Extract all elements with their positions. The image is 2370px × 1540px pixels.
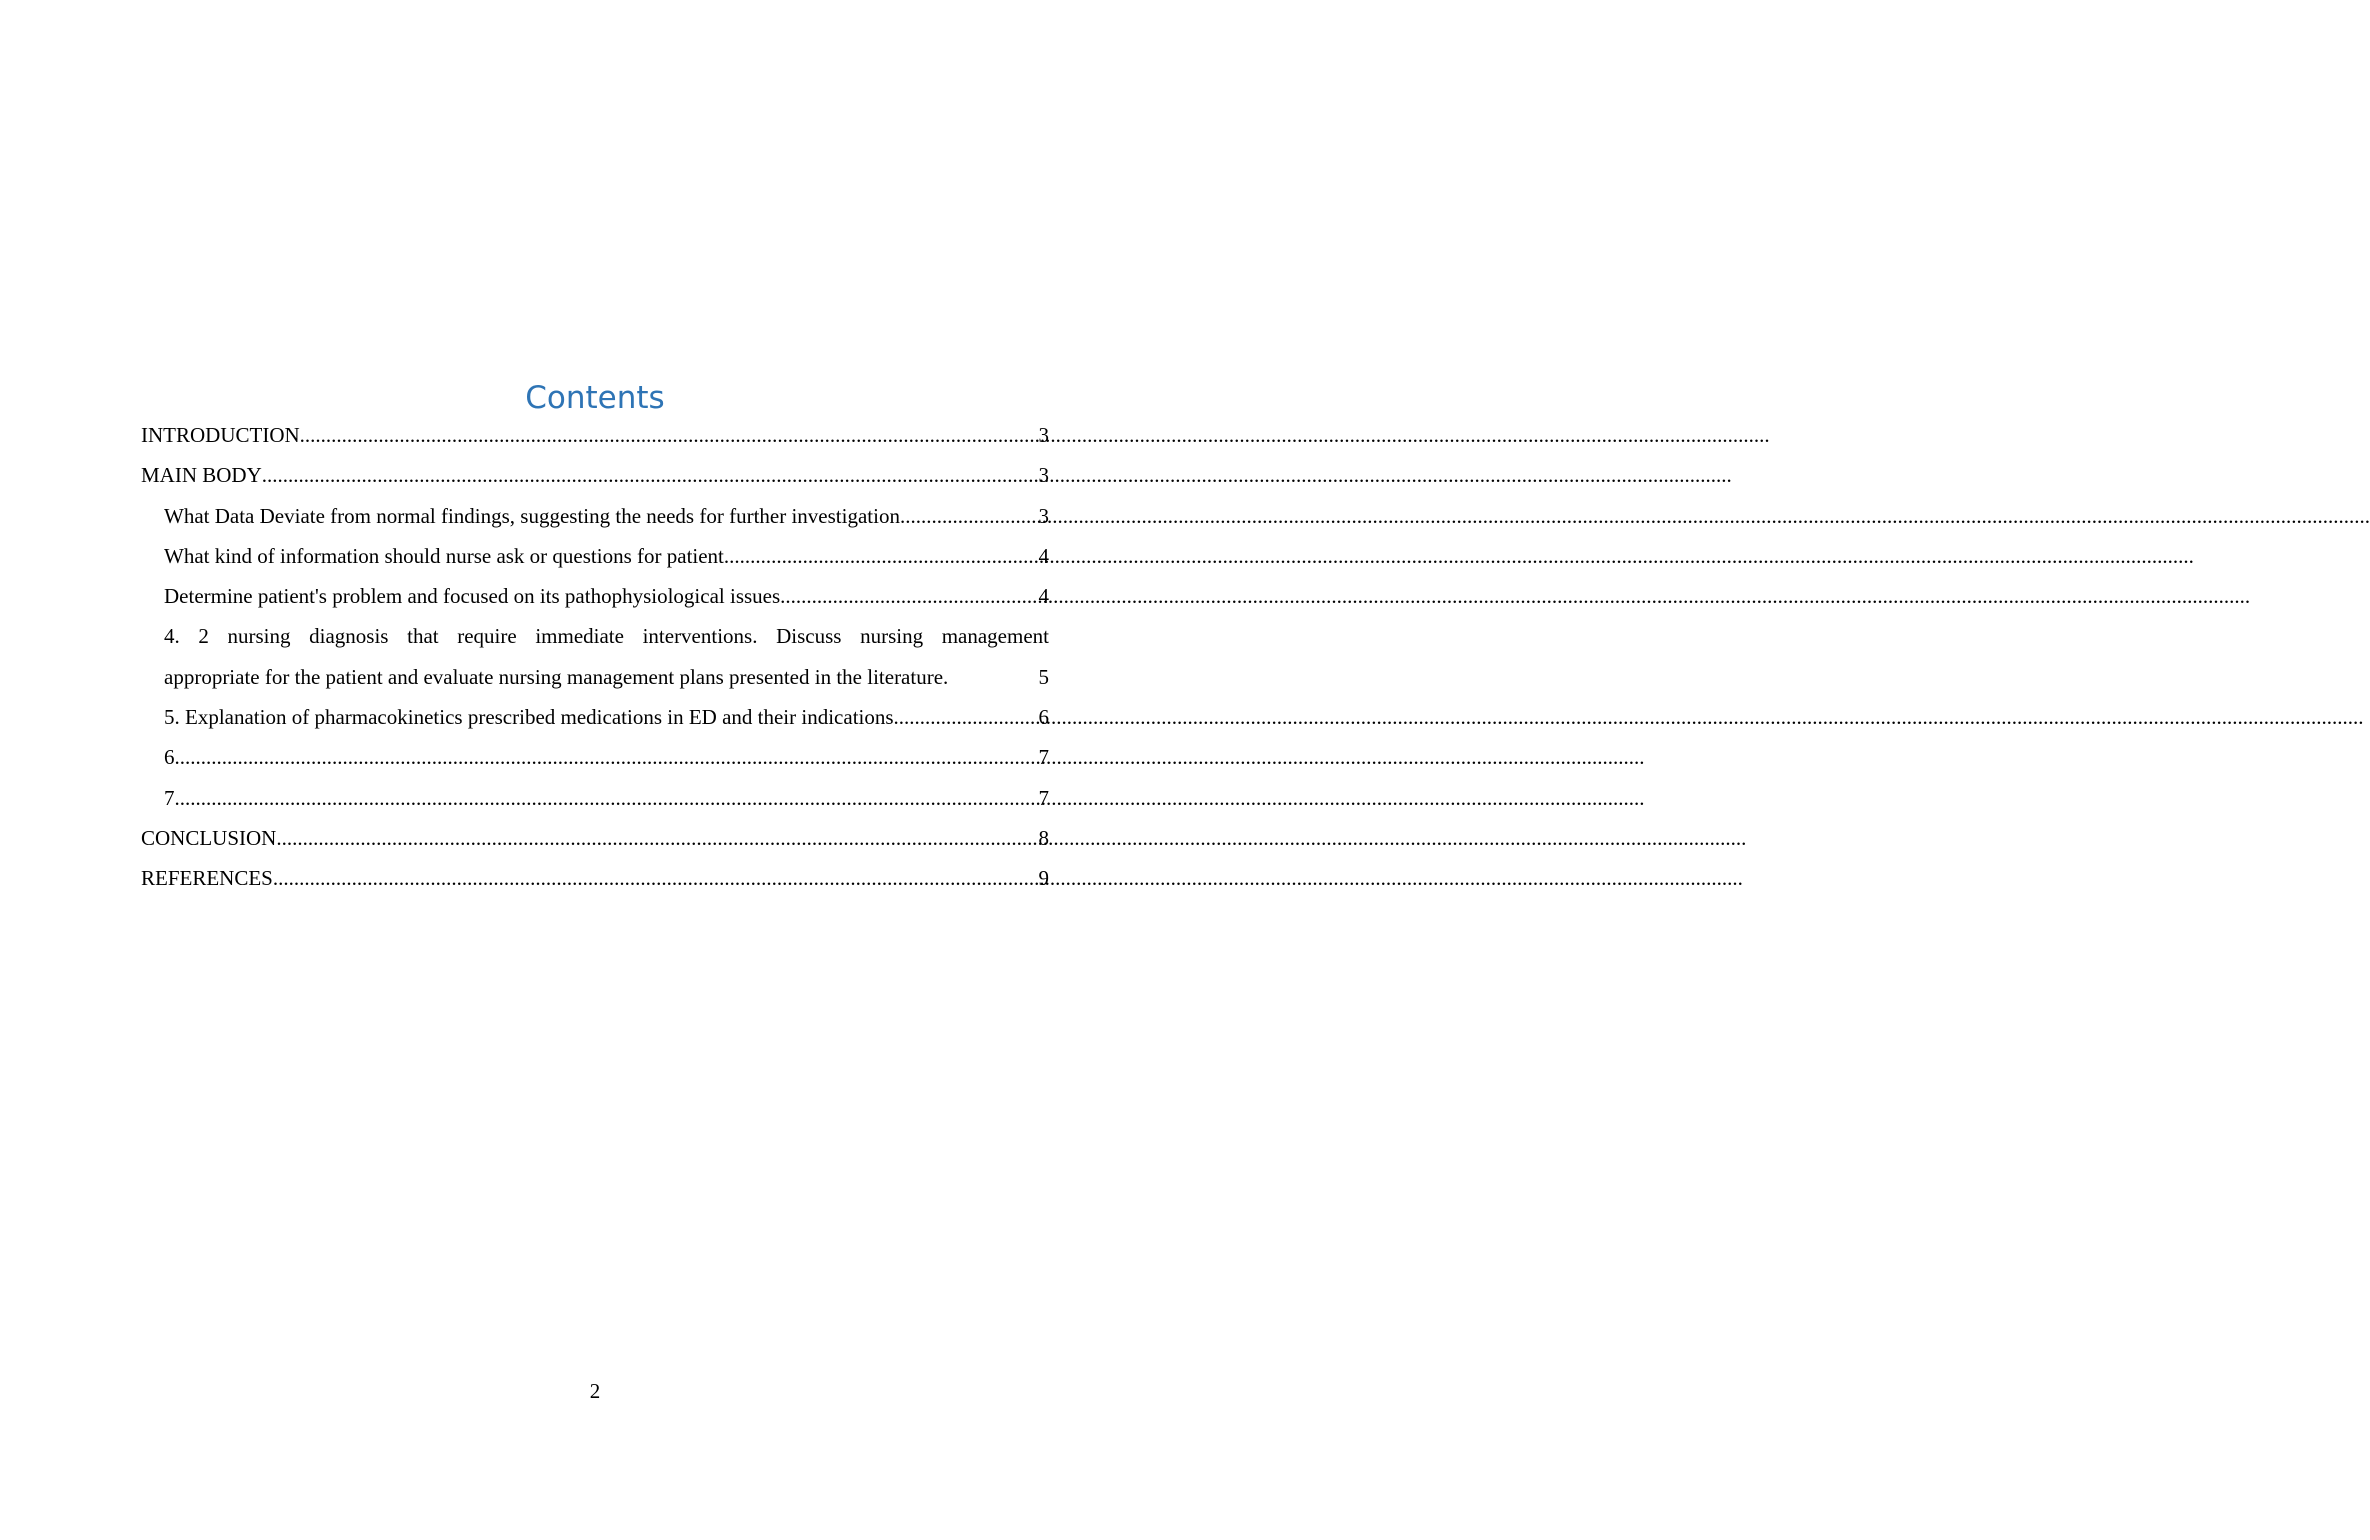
toc-heading: Contents	[525, 380, 665, 416]
toc-dot-leader	[900, 496, 1039, 536]
toc-entry-label: REFERENCES	[141, 866, 273, 891]
toc-entry-6[interactable]	[141, 737, 1049, 777]
toc-entry-page: 5	[1038, 664, 1049, 689]
toc-dot-leader	[262, 455, 1039, 495]
toc-entry-label: MAIN BODY	[141, 463, 262, 488]
toc-entry-introduction[interactable]	[141, 415, 1049, 455]
toc-entry-label-line1: 4. 2 nursing diagnosis that require immediate interventions. Discuss nursing management	[164, 624, 1049, 649]
toc-entry-page: 4	[1038, 543, 1049, 568]
toc-entry-page: 6	[1038, 705, 1049, 730]
toc-entry-page: 3	[1038, 503, 1049, 528]
toc-dot-leader	[300, 415, 1039, 455]
toc-entry-label: INTRODUCTION	[141, 423, 300, 447]
toc-dot-leader	[894, 697, 1039, 737]
toc-entry-pharmacokinetics[interactable]	[141, 697, 1049, 737]
toc-entry-page: 7	[1038, 785, 1049, 810]
toc-entry-conclusion[interactable]	[141, 818, 1049, 858]
toc-dot-leader	[273, 858, 1039, 898]
toc-entry-page: 9	[1038, 866, 1049, 891]
toc-entry-label: 6	[164, 745, 175, 770]
toc-entry-patient-problem[interactable]	[141, 576, 1049, 616]
toc-dot-leader	[724, 536, 1039, 576]
toc-entry-7[interactable]	[141, 778, 1049, 818]
toc-entry-references[interactable]	[141, 858, 1049, 898]
table-of-contents	[141, 415, 1049, 899]
toc-dot-leader	[175, 737, 1039, 777]
page-number: 2	[589, 1379, 601, 1403]
toc-entry-page: 3	[1038, 463, 1049, 488]
toc-entry-nurse-questions[interactable]	[141, 536, 1049, 576]
toc-entry-main-body[interactable]	[141, 455, 1049, 495]
toc-entry-page: 4	[1038, 584, 1049, 609]
toc-entry-label: 7	[164, 785, 175, 810]
toc-entry-data-deviate[interactable]	[141, 496, 1049, 536]
toc-entry-label: 5. Explanation of pharmacokinetics prescribed medications in ED and their indications	[164, 705, 894, 730]
toc-entry-nursing-diagnosis[interactable]	[141, 616, 1049, 697]
toc-entry-label: What kind of information should nurse ask or questions for patient	[164, 543, 724, 568]
toc-entry-label-line2: appropriate for the patient and evaluate nursing management plans presented in the literature.	[164, 664, 949, 689]
toc-dot-leader	[175, 778, 1039, 818]
toc-dot-leader	[780, 576, 1038, 616]
toc-dot-leader	[276, 818, 1038, 858]
toc-entry-page: 3	[1038, 423, 1049, 447]
toc-entry-page: 8	[1038, 825, 1049, 850]
toc-entry-label: CONCLUSION	[141, 825, 277, 850]
toc-entry-label: What Data Deviate from normal findings, suggesting the needs for further investigation	[164, 503, 900, 528]
toc-entry-page: 7	[1038, 745, 1049, 770]
toc-entry-label: Determine patient's problem and focused on its pathophysiological issues	[164, 584, 781, 609]
